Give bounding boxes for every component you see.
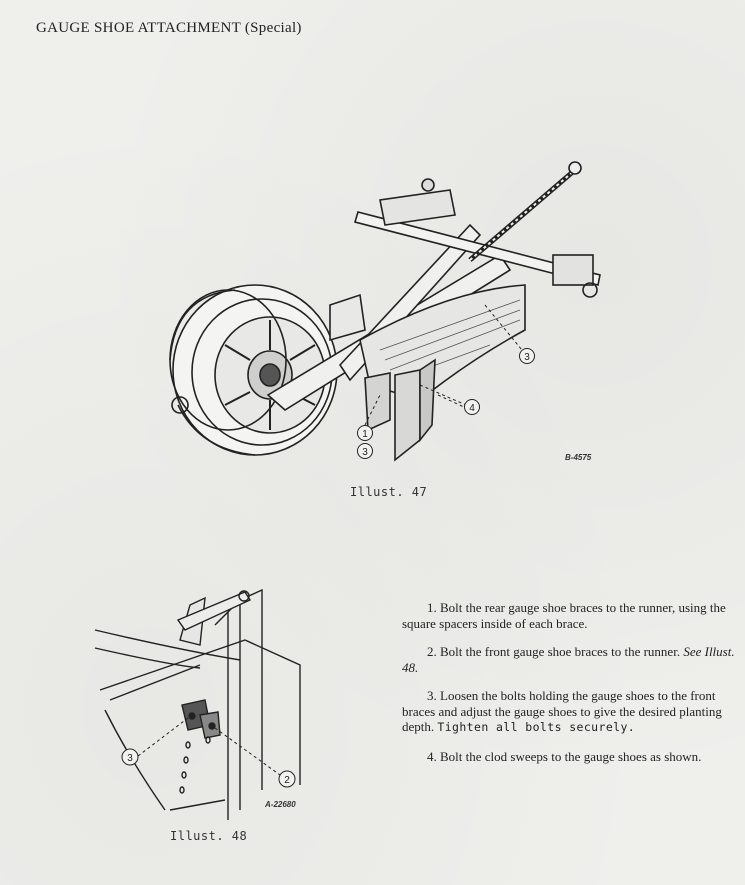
svg-text:4: 4 [469,403,475,414]
instructions [402,600,737,777]
svg-text:3: 3 [524,352,530,363]
step-4: 4. Bolt the clod sweeps to the gauge shoes as shown. [427,748,702,764]
illustration-48-caption: Illust. 48 [170,829,248,843]
callout-48-3 [122,749,138,765]
illust-reference: See Illust. 48. [402,644,735,675]
step-2: 2. Bolt the front gauge shoe braces to the runner. See Illust. 48. [402,644,735,675]
illustration-47-code: B-4575 [565,453,592,462]
illustration-48-code: A-22680 [265,800,296,809]
svg-text:3: 3 [127,753,133,764]
page-title: GAUGE SHOE ATTACHMENT (Special) [36,20,302,36]
step-3: 3. Loosen the bolts holding the gauge shoes to the front braces and adjust the gauge shoes to give the desired planting depth. Tighten all bolts securely. [402,688,722,734]
svg-text:3: 3 [362,447,368,458]
emphasis-text: Tighten all bolts securely. [437,720,636,734]
step-1: 1. Bolt the rear gauge shoe braces to the runner, using the square spacers inside of each brace. [402,600,726,631]
svg-text:1: 1 [362,429,368,440]
svg-text:2: 2 [284,775,290,786]
callout-48-2 [279,771,295,787]
illustration-47-caption: Illust. 47 [350,485,428,499]
